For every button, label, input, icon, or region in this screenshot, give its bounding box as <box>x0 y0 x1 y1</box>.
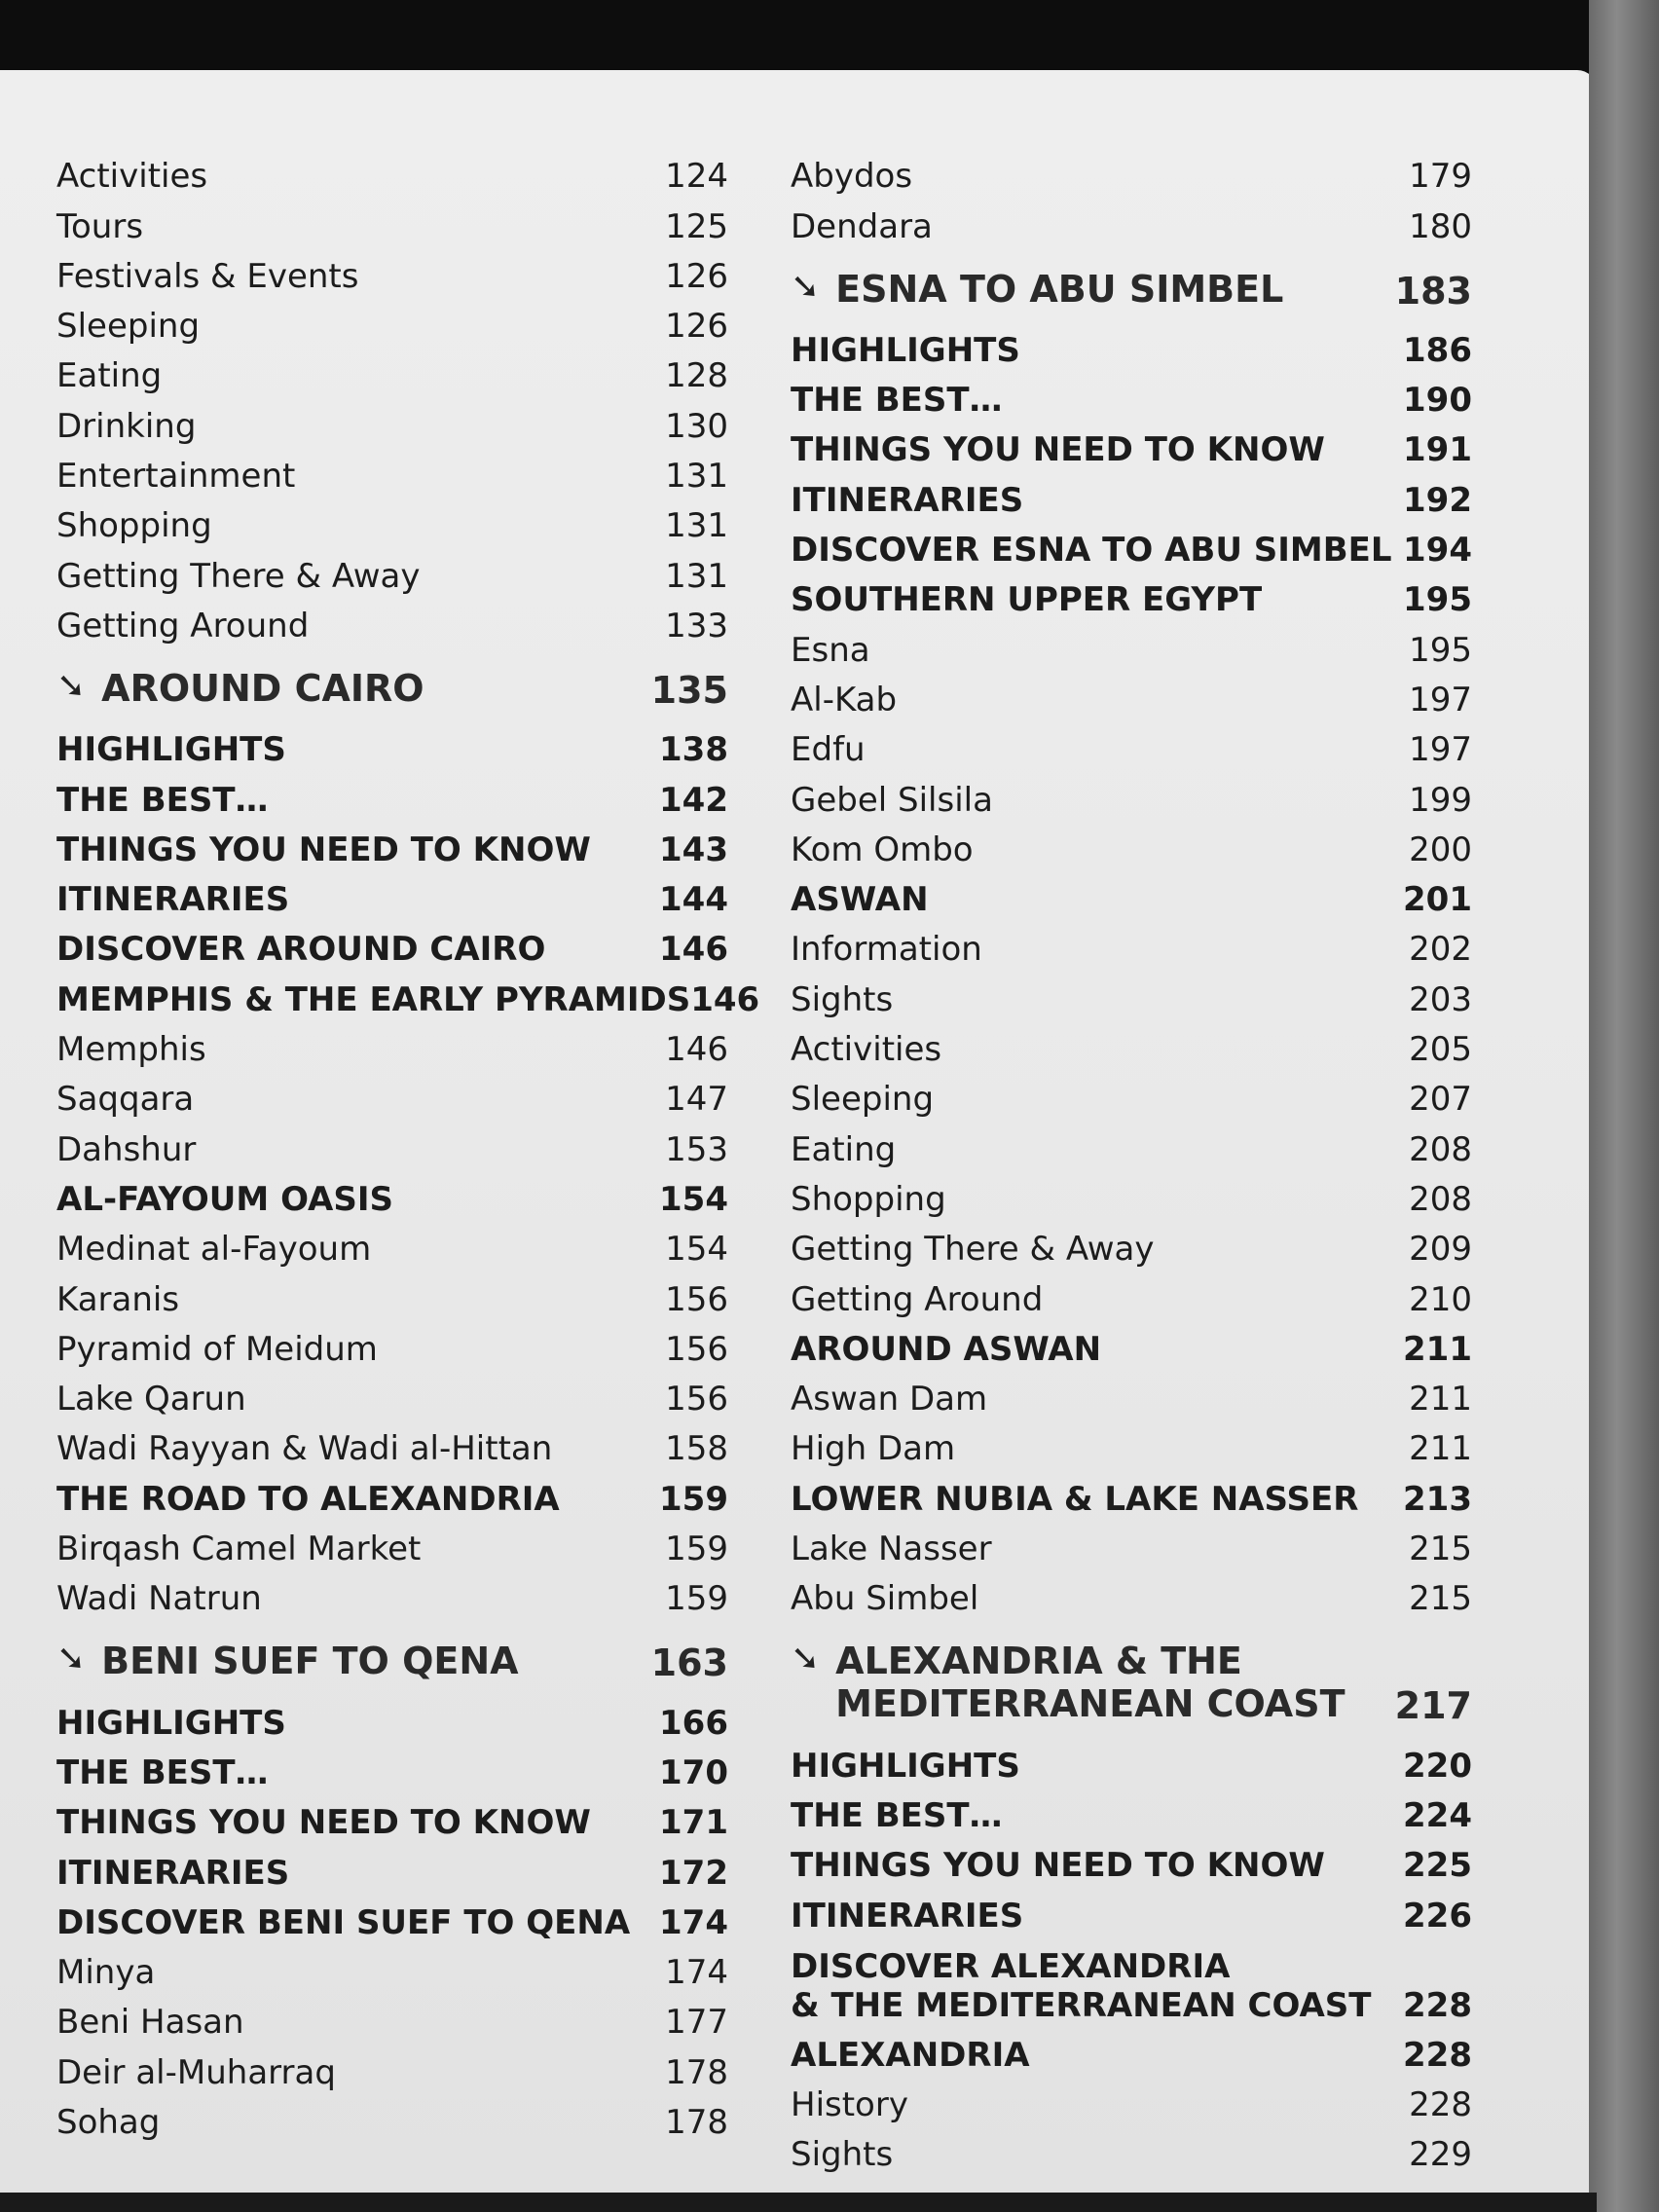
toc-section-heading <box>56 1468 728 1518</box>
toc-chapter-heading <box>56 1639 728 1685</box>
toc-entry-label: Karanis <box>56 1279 180 1319</box>
toc-page-number: 172 <box>659 1853 728 1893</box>
toc-entry-label: Sleeping <box>791 1080 935 1120</box>
toc-entry <box>791 670 1472 719</box>
toc-section-heading <box>56 1893 728 1942</box>
toc-left-column <box>56 146 760 2142</box>
toc-section-heading <box>56 719 728 769</box>
toc-section-heading <box>791 1468 1472 1518</box>
toc-page-number: 174 <box>665 1953 728 1993</box>
toc-page-number: 197 <box>1409 730 1472 770</box>
toc-page-number: 226 <box>1403 1896 1472 1936</box>
toc-entry-label: Dahshur <box>56 1129 197 1169</box>
toc-section-heading <box>56 1692 728 1742</box>
toc-page-number: 211 <box>1403 1329 1472 1369</box>
toc-entry-label: DISCOVER ESNA TO ABU SIMBEL <box>791 531 1392 571</box>
toc-entry-label: Minya <box>56 1953 156 1993</box>
toc-entry <box>791 1069 1472 1119</box>
toc-entry-label: HIGHLIGHTS <box>56 1703 286 1743</box>
toc-entry <box>791 1019 1472 1069</box>
toc-section-heading <box>791 2025 1472 2075</box>
toc-entry <box>791 820 1472 869</box>
toc-page-number: 191 <box>1403 430 1472 470</box>
toc-entry <box>791 1269 1472 1318</box>
toc-page-number: 156 <box>665 1329 728 1369</box>
chapter-arrow-icon: ➘ <box>56 1639 87 1679</box>
toc-entry-label: Pyramid of Meidum <box>56 1329 378 1369</box>
toc-chapter-title-line: MEDITERRANEAN COAST <box>835 1682 1346 1726</box>
toc-page-number: 211 <box>1409 1429 1472 1469</box>
toc-page-number: 224 <box>1403 1795 1472 1835</box>
toc-page-number: 166 <box>659 1703 728 1743</box>
toc-page-number: 228 <box>1403 2035 1472 2075</box>
toc-entry-label-line: & THE MEDITERRANEAN COAST <box>791 1985 1372 2025</box>
toc-entry <box>791 2075 1472 2124</box>
toc-page-number: 213 <box>1403 1479 1472 1519</box>
page-edge <box>1589 0 1659 2212</box>
toc-page-number: 153 <box>665 1129 728 1169</box>
toc-page-number: 142 <box>659 780 728 820</box>
toc-section-heading <box>56 919 728 969</box>
toc-entry-label: Gebel Silsila <box>791 780 993 820</box>
toc-page-number: 159 <box>659 1479 728 1519</box>
toc-entry-label: Aswan Dam <box>791 1380 988 1419</box>
toc-page-number: 174 <box>659 1902 728 1942</box>
toc-chapter-title-line: ESNA TO ABU SIMBEL <box>835 267 1284 311</box>
toc-entry-label: HIGHLIGHTS <box>791 330 1020 370</box>
toc-entry-label: Shopping <box>56 506 212 546</box>
toc-page-number: 170 <box>659 1752 728 1792</box>
toc-entry <box>56 2092 728 2142</box>
toc-section-heading <box>791 1319 1472 1369</box>
toc-page-number: 159 <box>665 1579 728 1619</box>
toc-page-number: 203 <box>1409 979 1472 1019</box>
toc-entry-label: Entertainment <box>56 457 296 497</box>
toc-entry <box>56 246 728 296</box>
toc-page-number: 178 <box>665 2052 728 2092</box>
toc-entry <box>56 1019 728 1069</box>
toc-entry-label: Wadi Natrun <box>56 1579 262 1619</box>
toc-entry <box>56 346 728 395</box>
toc-entry <box>791 969 1472 1018</box>
toc-entry <box>56 1419 728 1468</box>
toc-entry-label: HIGHLIGHTS <box>791 1746 1020 1786</box>
toc-page-number: 208 <box>1409 1179 1472 1219</box>
toc-right-column <box>791 146 1472 2174</box>
toc-entry-label: ITINERARIES <box>56 1853 290 1893</box>
toc-entry-label: Esna <box>791 630 870 670</box>
toc-entry-label: MEMPHIS & THE EARLY PYRAMIDS <box>56 979 691 1019</box>
toc-section-heading <box>791 570 1472 619</box>
chapter-arrow-icon: ➘ <box>791 1639 821 1679</box>
toc-entry <box>791 1568 1472 1618</box>
toc-page-number: 220 <box>1403 1746 1472 1786</box>
toc-entry <box>56 296 728 346</box>
toc-entry <box>56 395 728 445</box>
toc-page-number: 195 <box>1403 580 1472 620</box>
toc-entry-label: Drinking <box>56 406 197 446</box>
toc-entry <box>791 1219 1472 1269</box>
toc-entry <box>56 1992 728 2042</box>
toc-page-number: 178 <box>665 2102 728 2142</box>
toc-entry <box>56 1519 728 1568</box>
toc-entry <box>791 719 1472 769</box>
toc-entry-label: THE ROAD TO ALEXANDRIA <box>56 1479 560 1519</box>
toc-entry-label: Sights <box>791 2135 894 2175</box>
toc-page-number: 228 <box>1409 2085 1472 2125</box>
toc-entry <box>791 919 1472 969</box>
toc-page-number: 130 <box>665 406 728 446</box>
toc-entry-label: Getting There & Away <box>791 1230 1155 1270</box>
toc-page-number: 205 <box>1409 1030 1472 1070</box>
toc-entry <box>56 545 728 595</box>
toc-page-number: 125 <box>665 206 728 246</box>
toc-entry-label: Getting Around <box>56 606 310 645</box>
toc-entry-label: Activities <box>791 1030 942 1070</box>
toc-entry <box>791 146 1472 196</box>
toc-page-number: 211 <box>1409 1380 1472 1419</box>
toc-entry-label: ASWAN <box>791 880 929 920</box>
toc-entry-label: Birqash Camel Market <box>56 1530 422 1569</box>
toc-page-number: 207 <box>1409 1080 1472 1120</box>
toc-section-heading <box>56 1743 728 1792</box>
toc-entry-label: THINGS YOU NEED TO KNOW <box>791 430 1325 470</box>
toc-chapter-heading <box>56 667 728 710</box>
toc-entry-label: Abydos <box>791 157 913 197</box>
toc-section-heading <box>791 469 1472 519</box>
toc-page-number: 133 <box>665 606 728 645</box>
toc-entry-label: Deir al-Muharraq <box>56 2052 336 2092</box>
toc-entry <box>56 1568 728 1618</box>
toc-page-number: 199 <box>1409 780 1472 820</box>
toc-page-number: 192 <box>1403 480 1472 520</box>
toc-entry-label: Eating <box>56 356 163 396</box>
toc-page-number: 201 <box>1403 880 1472 920</box>
toc-entry-label: THE BEST… <box>791 381 1003 421</box>
toc-entry <box>56 1119 728 1168</box>
toc-entry-label: THINGS YOU NEED TO KNOW <box>56 830 591 869</box>
toc-entry-label: Beni Hasan <box>56 2003 244 2043</box>
toc-entry-label: Sohag <box>56 2102 161 2142</box>
toc-section-heading <box>56 1792 728 1842</box>
toc-page-number: 183 <box>1394 269 1472 313</box>
toc-page-number: 156 <box>665 1380 728 1419</box>
toc-entry-label: Al-Kab <box>791 680 898 719</box>
toc-page-number: 138 <box>659 730 728 770</box>
toc-entry-label: Tours <box>56 206 144 246</box>
toc-section-heading <box>56 969 760 1019</box>
toc-section-heading <box>791 869 1472 919</box>
toc-page-number: 209 <box>1409 1230 1472 1270</box>
toc-section-heading <box>791 370 1472 420</box>
toc-page-number: 135 <box>650 668 728 712</box>
toc-entry-label: ITINERARIES <box>791 1896 1024 1936</box>
toc-section-heading <box>56 869 728 919</box>
toc-entry <box>791 1519 1472 1568</box>
toc-chapter-title <box>835 268 1283 311</box>
toc-entry <box>791 1169 1472 1219</box>
toc-page-number: 200 <box>1409 830 1472 869</box>
toc-entry-label: High Dam <box>791 1429 956 1469</box>
toc-entry-label: History <box>791 2085 908 2125</box>
toc-entry-label: THE BEST… <box>56 780 269 820</box>
toc-entry-label: Abu Simbel <box>791 1579 979 1619</box>
toc-page-number: 143 <box>659 830 728 869</box>
toc-page-number: 131 <box>665 556 728 596</box>
toc-entry <box>56 1219 728 1269</box>
toc-entry <box>791 2124 1472 2174</box>
toc-entry-label <box>791 1947 1371 2025</box>
toc-page-number: 131 <box>665 457 728 497</box>
toc-entry-label: THINGS YOU NEED TO KNOW <box>56 1803 591 1843</box>
toc-entry-label: DISCOVER AROUND CAIRO <box>56 930 546 970</box>
toc-page-number: 194 <box>1403 531 1472 571</box>
toc-page-number: 197 <box>1409 680 1472 719</box>
toc-entry <box>791 769 1472 819</box>
toc-page-number: 124 <box>665 157 728 197</box>
toc-entry <box>791 619 1472 669</box>
toc-entry-label: THINGS YOU NEED TO KNOW <box>791 1846 1325 1886</box>
toc-chapter-heading <box>791 268 1472 311</box>
toc-section-heading <box>791 1936 1472 2025</box>
toc-section-heading <box>56 820 728 869</box>
toc-entry <box>56 446 728 496</box>
toc-entry <box>791 1419 1472 1468</box>
toc-entry-label: Dendara <box>791 206 933 246</box>
toc-page-number: 195 <box>1409 630 1472 670</box>
toc-entry-label: Eating <box>791 1129 897 1169</box>
toc-chapter-title-line: BENI SUEF TO QENA <box>101 1640 519 1683</box>
toc-entry <box>56 496 728 545</box>
toc-page-number: 146 <box>690 979 760 1019</box>
toc-page-number: 147 <box>665 1080 728 1120</box>
toc-entry-label: AROUND ASWAN <box>791 1329 1102 1369</box>
toc-page-number: 163 <box>650 1641 728 1685</box>
toc-chapter-title-line: ALEXANDRIA & THE <box>835 1640 1242 1683</box>
toc-section-heading <box>56 1842 728 1892</box>
toc-entry-label: Wadi Rayyan & Wadi al-Hittan <box>56 1429 553 1469</box>
toc-entry <box>791 196 1472 245</box>
toc-entry-label: ITINERARIES <box>56 880 290 920</box>
toc-section-heading <box>791 1786 1472 1835</box>
toc-page-number: 229 <box>1409 2135 1472 2175</box>
toc-section-heading <box>56 769 728 819</box>
toc-chapter-heading <box>791 1639 1472 1728</box>
toc-page-number: 225 <box>1403 1846 1472 1886</box>
toc-entry-label: Medinat al-Fayoum <box>56 1230 372 1270</box>
toc-entry-label: Saqqara <box>56 1080 195 1120</box>
toc-page-number: 171 <box>659 1803 728 1843</box>
toc-page-number: 128 <box>665 356 728 396</box>
toc-entry-label: Shopping <box>791 1179 946 1219</box>
toc-page-number: 215 <box>1409 1530 1472 1569</box>
toc-entry <box>56 596 728 645</box>
toc-entry-label: Sights <box>791 979 894 1019</box>
toc-entry-label: ITINERARIES <box>791 480 1024 520</box>
toc-entry-label: ALEXANDRIA <box>791 2035 1030 2075</box>
toc-entry <box>791 1119 1472 1168</box>
toc-section-heading <box>791 1735 1472 1785</box>
toc-entry-label: Sleeping <box>56 307 201 347</box>
toc-chapter-title <box>101 1640 518 1682</box>
toc-entry-label: THE BEST… <box>56 1752 269 1792</box>
toc-page-number: 158 <box>665 1429 728 1469</box>
toc-page-number: 126 <box>665 256 728 296</box>
toc-entry <box>56 196 728 245</box>
bottom-strip <box>0 2193 1597 2212</box>
toc-section-heading <box>791 1835 1472 1885</box>
toc-page-number: 146 <box>659 930 728 970</box>
toc-page-number: 156 <box>665 1279 728 1319</box>
toc-chapter-title <box>835 1640 1345 1725</box>
toc-page-number: 208 <box>1409 1129 1472 1169</box>
toc-entry-label: Lake Nasser <box>791 1530 992 1569</box>
toc-entry-label: Activities <box>56 157 208 197</box>
toc-page-number: 180 <box>1409 206 1472 246</box>
toc-entry-label: AL-FAYOUM OASIS <box>56 1179 393 1219</box>
toc-entry-label: Edfu <box>791 730 866 770</box>
toc-entry-label: Getting There & Away <box>56 556 421 596</box>
toc-page-number: 154 <box>665 1230 728 1270</box>
toc-page-number: 217 <box>1394 1684 1472 1728</box>
toc-page-number: 190 <box>1403 381 1472 421</box>
toc-entry <box>56 1269 728 1318</box>
toc-chapter-title <box>101 667 424 710</box>
toc-entry <box>56 1369 728 1419</box>
toc-entry <box>56 1069 728 1119</box>
toc-entry <box>791 1369 1472 1419</box>
toc-entry-label: Kom Ombo <box>791 830 974 869</box>
toc-page-number: 202 <box>1409 930 1472 970</box>
toc-entry <box>56 146 728 196</box>
toc-page-number: 186 <box>1403 330 1472 370</box>
toc-page-number: 159 <box>665 1530 728 1569</box>
toc-entry <box>56 1942 728 1992</box>
toc-entry-label: Lake Qarun <box>56 1380 246 1419</box>
toc-entry-label: DISCOVER BENI SUEF TO QENA <box>56 1902 631 1942</box>
toc-section-heading <box>56 1169 728 1219</box>
toc-page-number: 126 <box>665 307 728 347</box>
toc-page-number: 179 <box>1409 157 1472 197</box>
chapter-arrow-icon: ➘ <box>56 665 87 706</box>
toc-entry-label: LOWER NUBIA & LAKE NASSER <box>791 1479 1359 1519</box>
toc-entry-label: HIGHLIGHTS <box>56 730 286 770</box>
toc-section-heading <box>791 320 1472 370</box>
toc-entry-label: Getting Around <box>791 1279 1044 1319</box>
toc-entry <box>56 2042 728 2091</box>
toc-page-number: 228 <box>1403 1985 1472 2025</box>
toc-entry-label: THE BEST… <box>791 1795 1003 1835</box>
toc-entry-label-line: DISCOVER ALEXANDRIA <box>791 1946 1231 1986</box>
toc-page-number: 215 <box>1409 1579 1472 1619</box>
toc-section-heading <box>791 420 1472 469</box>
toc-entry-label: Memphis <box>56 1030 206 1070</box>
toc-section-heading <box>791 1885 1472 1935</box>
toc-page-number: 210 <box>1409 1279 1472 1319</box>
toc-page-number: 154 <box>659 1179 728 1219</box>
toc-entry <box>56 1319 728 1369</box>
toc-page-number: 146 <box>665 1030 728 1070</box>
toc-entry-label: Festivals & Events <box>56 256 359 296</box>
toc-entry-label: SOUTHERN UPPER EGYPT <box>791 580 1263 620</box>
toc-section-heading <box>791 520 1472 570</box>
toc-chapter-title-line: AROUND CAIRO <box>101 666 424 710</box>
chapter-arrow-icon: ➘ <box>791 266 821 307</box>
toc-page-number: 177 <box>665 2003 728 2043</box>
toc-entry-label: Information <box>791 930 982 970</box>
toc-page-number: 131 <box>665 506 728 546</box>
toc-page-number: 144 <box>659 880 728 920</box>
